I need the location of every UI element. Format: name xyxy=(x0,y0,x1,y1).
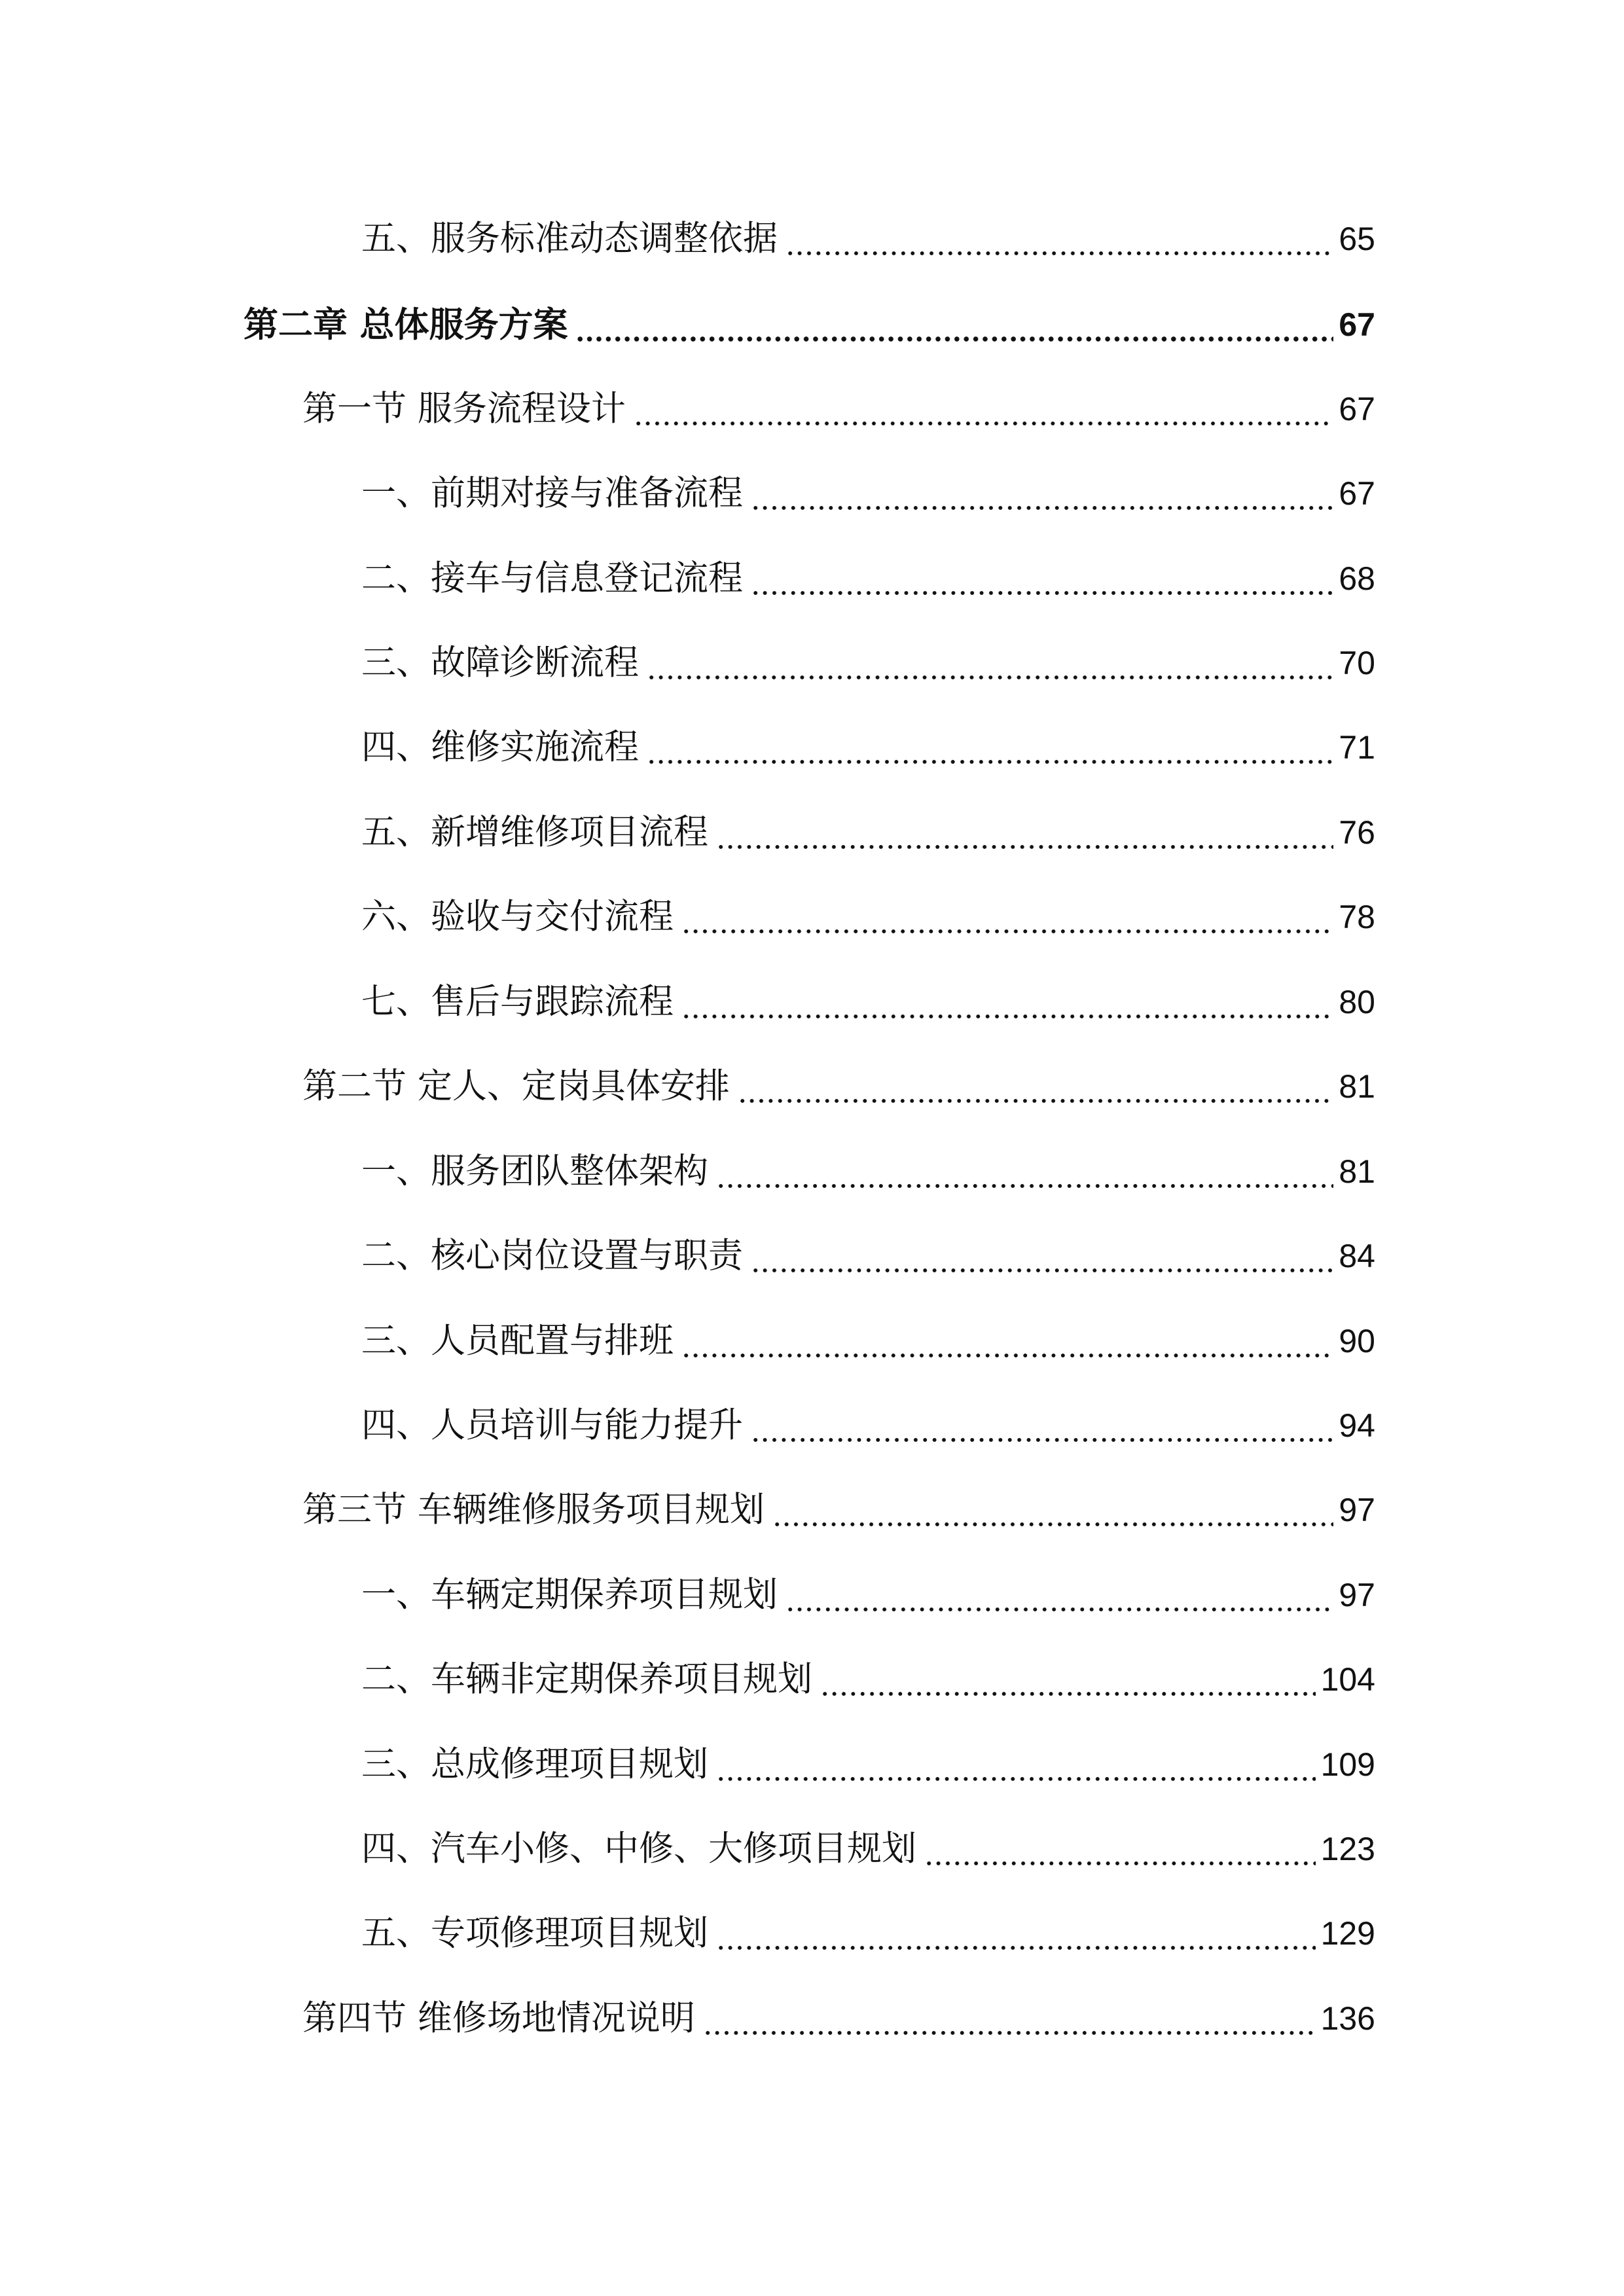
dot-leader xyxy=(716,1145,1333,1198)
toc-entry[interactable] xyxy=(361,721,1375,774)
toc-page-number: 80 xyxy=(1339,984,1375,1020)
dot-leader xyxy=(681,891,1333,943)
toc-page-number: 78 xyxy=(1339,899,1375,935)
toc-entry-title: 一、车辆定期保养项目规划 xyxy=(361,1575,778,1615)
toc-page-number: 76 xyxy=(1339,814,1375,851)
toc-entry-title: 四、人员培训与能力提升 xyxy=(361,1405,743,1445)
dot-leader xyxy=(751,552,1333,605)
toc-entry-title: 二、车辆非定期保养项目规划 xyxy=(361,1659,812,1699)
toc-page-number: 81 xyxy=(1339,1068,1375,1105)
toc-entry-title: 六、验收与交付流程 xyxy=(361,897,674,937)
toc-entry-section[interactable] xyxy=(302,383,1375,435)
toc-entry[interactable] xyxy=(361,1907,1375,1960)
toc-entry[interactable] xyxy=(361,1569,1375,1621)
dot-leader xyxy=(716,1738,1316,1791)
toc-page-number: 136 xyxy=(1320,2000,1375,2037)
dot-leader xyxy=(751,1399,1333,1452)
toc-page-number: 84 xyxy=(1339,1238,1375,1274)
toc-entry[interactable] xyxy=(361,1823,1375,1875)
dot-leader xyxy=(681,1315,1333,1367)
toc-entry-title: 五、新增维修项目流程 xyxy=(361,812,708,852)
toc-entry-section[interactable] xyxy=(302,1060,1375,1113)
toc-entry[interactable] xyxy=(361,467,1375,520)
toc-entry-title: 第一节 服务流程设计 xyxy=(302,389,626,429)
dot-leader xyxy=(772,1484,1334,1536)
toc-page-number: 97 xyxy=(1339,1577,1375,1613)
toc-page-number: 68 xyxy=(1339,560,1375,597)
dot-leader xyxy=(716,1907,1316,1960)
dot-leader xyxy=(785,213,1333,265)
toc-entry-title: 一、前期对接与准备流程 xyxy=(361,473,743,513)
toc-page-number: 94 xyxy=(1339,1407,1375,1444)
toc-entry-title: 一、服务团队整体架构 xyxy=(361,1151,708,1191)
dot-leader xyxy=(716,806,1333,859)
toc-entry[interactable] xyxy=(361,1738,1375,1791)
dot-leader xyxy=(924,1823,1316,1875)
toc-entry[interactable] xyxy=(361,1230,1375,1282)
toc-entry-chapter[interactable] xyxy=(244,298,1375,351)
toc-entry-title: 四、维修实施流程 xyxy=(361,727,639,767)
dot-leader xyxy=(647,637,1333,689)
toc-entry-title: 三、总成修理项目规划 xyxy=(361,1744,708,1784)
dot-leader xyxy=(751,1230,1333,1282)
toc-page-number: 71 xyxy=(1339,729,1375,766)
toc-entry-title: 第二节 定人、定岗具体安排 xyxy=(302,1066,730,1106)
dot-leader xyxy=(785,1569,1333,1621)
dot-leader xyxy=(681,976,1333,1028)
toc-entry-title: 第四节 维修场地情况说明 xyxy=(302,1998,695,2038)
toc-page-number: 97 xyxy=(1339,1492,1375,1528)
dot-leader xyxy=(647,721,1333,774)
toc-page-number: 65 xyxy=(1339,221,1375,257)
toc-page-number: 129 xyxy=(1320,1915,1375,1952)
toc-entry-title: 三、人员配置与排班 xyxy=(361,1321,674,1361)
toc-entry-title: 二、核心岗位设置与职责 xyxy=(361,1236,743,1276)
toc-entry[interactable] xyxy=(361,1399,1375,1452)
toc-page-number: 109 xyxy=(1320,1746,1375,1783)
toc-entry-section[interactable] xyxy=(302,1484,1375,1536)
toc-entry[interactable] xyxy=(361,806,1375,859)
toc-page-number: 67 xyxy=(1339,391,1375,427)
dot-leader xyxy=(634,383,1334,435)
toc-page-number: 90 xyxy=(1339,1323,1375,1359)
toc-page-number: 104 xyxy=(1320,1661,1375,1698)
toc-page-number: 81 xyxy=(1339,1153,1375,1190)
toc-page-number: 67 xyxy=(1339,306,1375,343)
toc-entry[interactable] xyxy=(361,213,1375,265)
toc-entry[interactable] xyxy=(361,637,1375,689)
toc-entry-title: 二、接车与信息登记流程 xyxy=(361,558,743,598)
dot-leader xyxy=(820,1653,1316,1706)
toc-entry-title: 三、故障诊断流程 xyxy=(361,643,639,683)
toc-entry-title: 五、专项修理项目规划 xyxy=(361,1913,708,1953)
toc-entry[interactable] xyxy=(361,1315,1375,1367)
toc-entry[interactable] xyxy=(361,976,1375,1028)
dot-leader xyxy=(703,1992,1316,2045)
toc-page-number: 67 xyxy=(1339,475,1375,512)
toc-entry-title: 五、服务标准动态调整依据 xyxy=(361,219,778,259)
toc-entry-title: 七、售后与跟踪流程 xyxy=(361,982,674,1022)
toc-entry-title: 第三节 车辆维修服务项目规划 xyxy=(302,1490,765,1530)
toc-entry-title: 第二章 总体服务方案 xyxy=(244,304,568,345)
toc-entry[interactable] xyxy=(361,1653,1375,1706)
toc-entry-section[interactable] xyxy=(302,1992,1375,2045)
toc-entry[interactable] xyxy=(361,552,1375,605)
toc-page-number: 123 xyxy=(1320,1831,1375,1867)
toc-entry[interactable] xyxy=(361,891,1375,943)
dot-leader xyxy=(575,298,1333,351)
dot-leader xyxy=(751,467,1333,520)
toc-entry-title: 四、汽车小修、中修、大修项目规划 xyxy=(361,1829,916,1869)
toc-page-number: 70 xyxy=(1339,645,1375,681)
toc-entry[interactable] xyxy=(361,1145,1375,1198)
dot-leader xyxy=(738,1060,1334,1113)
